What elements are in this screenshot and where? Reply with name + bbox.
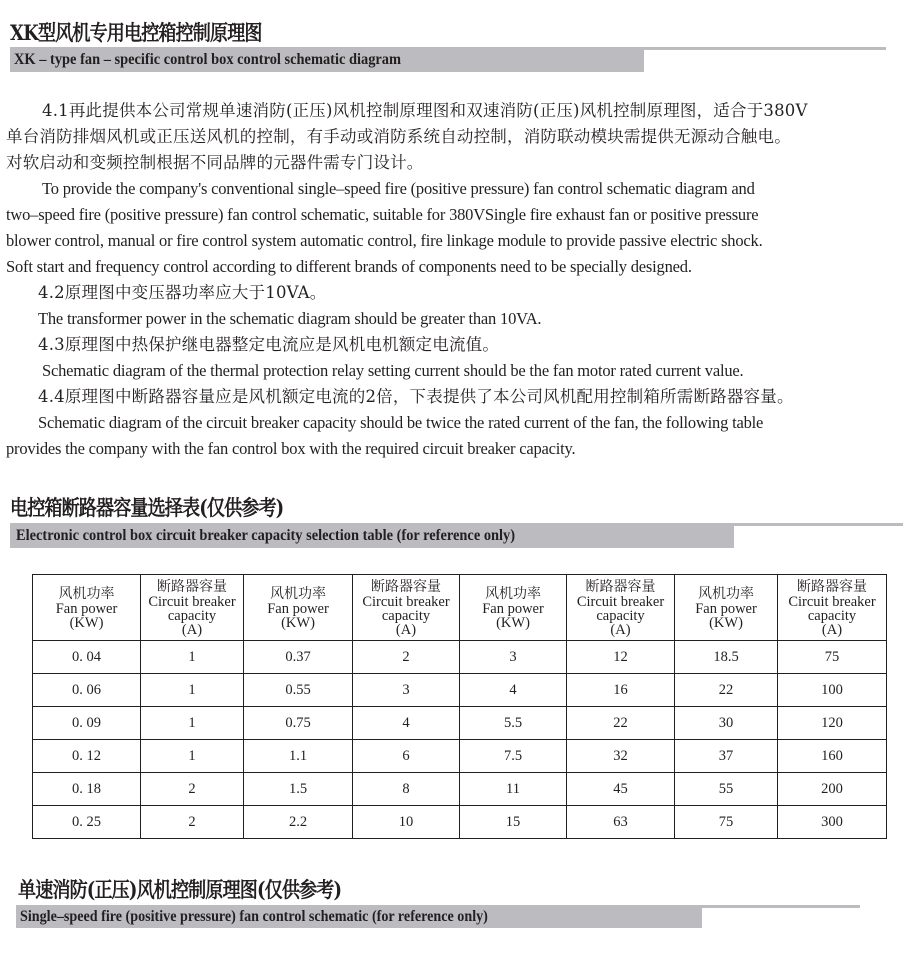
section2-title-cn: 电控箱断路器容量选择表(仅供参考) (10, 495, 284, 520)
cell-fan-power: 15 (460, 806, 567, 839)
cell-breaker: 1 (141, 641, 244, 674)
cell-breaker: 2 (141, 806, 244, 839)
note-4-1-cn-line1: 4.1再此提供本公司常规单速消防(正压)风机控制原理图和双速消防(正压)风机控制原理图，适合于380V (42, 101, 808, 120)
cell-fan-power: 4 (460, 674, 567, 707)
header-breaker-capacity: 断路器容量 Circuit breaker capacity (A) (353, 575, 460, 641)
cell-fan-power: 18.5 (675, 641, 778, 674)
header-breaker-capacity: 断路器容量 Circuit breaker capacity (A) (141, 575, 244, 641)
cell-fan-power: 0. 04 (33, 641, 141, 674)
note-4-2-en: The transformer power in the schematic diagram should be greater than 10VA. (38, 309, 542, 328)
header-fan-power: 风机功率 Fan power (KW) (675, 575, 778, 641)
section2-title-en: Electronic control box circuit breaker capacity selection table (for reference only) (16, 527, 516, 544)
cell-breaker: 32 (567, 740, 675, 773)
cell-breaker: 200 (778, 773, 887, 806)
cell-fan-power: 2.2 (244, 806, 353, 839)
cell-breaker: 22 (567, 707, 675, 740)
cell-fan-power: 0. 12 (33, 740, 141, 773)
note-4-1-cn-line2: 单台消防排烟风机或正压送风机的控制，有手动或消防系统自动控制，消防联动模块需提供无源动合触电。 (6, 127, 791, 146)
cell-fan-power: 75 (675, 806, 778, 839)
note-4-4-cn: 4.4原理图中断路器容量应是风机额定电流的2倍，下表提供了本公司风机配用控制箱所需断路器容量。 (38, 387, 794, 406)
section1-title-en: XK – type fan – specific control box control schematic diagram (14, 51, 402, 68)
cell-breaker: 6 (353, 740, 460, 773)
header-breaker-capacity: 断路器容量 Circuit breaker capacity (A) (567, 575, 675, 641)
cell-fan-power: 3 (460, 641, 567, 674)
table-row (33, 773, 887, 806)
cell-fan-power: 7.5 (460, 740, 567, 773)
cell-breaker: 1 (141, 740, 244, 773)
cell-breaker: 1 (141, 707, 244, 740)
note-4-4-en-line1: Schematic diagram of the circuit breaker capacity should be twice the rated current of the fan, the following table (38, 413, 764, 432)
cell-breaker: 2 (141, 773, 244, 806)
note-4-1-en-line2: two–speed fire (positive pressure) fan control schematic, suitable for 380VSingle fire exhaust fan or positive pressure (6, 205, 759, 224)
table-row (33, 740, 887, 773)
header-fan-power: 风机功率 Fan power (KW) (244, 575, 353, 641)
cell-breaker: 120 (778, 707, 887, 740)
cell-fan-power: 0. 09 (33, 707, 141, 740)
cell-breaker: 75 (778, 641, 887, 674)
cell-fan-power: 1.1 (244, 740, 353, 773)
cell-fan-power: 0.75 (244, 707, 353, 740)
section3-title-en: Single–speed fire (positive pressure) fan control schematic (for reference only) (20, 908, 488, 925)
table-row (33, 641, 887, 674)
cell-breaker: 10 (353, 806, 460, 839)
note-4-1-en-line1: To provide the company's conventional single–speed fire (positive pressure) fan control schematic diagram and (42, 179, 755, 198)
note-4-4-en-line2: provides the company with the fan control box with the required circuit breaker capacity. (6, 439, 576, 458)
section1-title-cn: XK型风机专用电控箱控制原理图 (10, 20, 262, 45)
cell-breaker: 1 (141, 674, 244, 707)
table-header-row (33, 575, 887, 641)
note-4-1-en-line3: blower control, manual or fire control system automatic control, fire linkage module to provide passive electric shock. (6, 231, 763, 250)
cell-fan-power: 0. 18 (33, 773, 141, 806)
note-4-3-en: Schematic diagram of the thermal protection relay setting current should be the fan motor rated current value. (42, 361, 744, 380)
note-4-2-cn: 4.2原理图中变压器功率应大于10VA。 (38, 283, 327, 302)
cell-breaker: 2 (353, 641, 460, 674)
cell-breaker: 300 (778, 806, 887, 839)
note-4-3-cn: 4.3原理图中热保护继电器整定电流应是风机电机额定电流值。 (38, 335, 500, 354)
header-fan-power: 风机功率 Fan power (KW) (33, 575, 141, 641)
header-fan-power: 风机功率 Fan power (KW) (460, 575, 567, 641)
table-row (33, 707, 887, 740)
notes-block (6, 98, 902, 462)
cell-fan-power: 30 (675, 707, 778, 740)
cell-fan-power: 1.5 (244, 773, 353, 806)
cell-fan-power: 0. 25 (33, 806, 141, 839)
note-4-1-cn-line3: 对软启动和变频控制根据不同品牌的元器件需专门设计。 (6, 153, 424, 172)
table-row (33, 674, 887, 707)
cell-fan-power: 22 (675, 674, 778, 707)
cell-breaker: 63 (567, 806, 675, 839)
header-breaker-capacity: 断路器容量 Circuit breaker capacity (A) (778, 575, 887, 641)
cell-fan-power: 0. 06 (33, 674, 141, 707)
breaker-capacity-table (32, 574, 887, 839)
cell-breaker: 3 (353, 674, 460, 707)
cell-breaker: 12 (567, 641, 675, 674)
cell-fan-power: 5.5 (460, 707, 567, 740)
cell-fan-power: 37 (675, 740, 778, 773)
cell-breaker: 45 (567, 773, 675, 806)
cell-fan-power: 0.55 (244, 674, 353, 707)
section3-title-cn: 单速消防(正压)风机控制原理图(仅供参考) (18, 877, 342, 902)
cell-breaker: 160 (778, 740, 887, 773)
cell-breaker: 100 (778, 674, 887, 707)
cell-fan-power: 55 (675, 773, 778, 806)
table-row (33, 806, 887, 839)
cell-fan-power: 11 (460, 773, 567, 806)
cell-breaker: 4 (353, 707, 460, 740)
cell-breaker: 8 (353, 773, 460, 806)
note-4-1-en-line4: Soft start and frequency control according to different brands of components need to be specially designed. (6, 257, 692, 276)
cell-fan-power: 0.37 (244, 641, 353, 674)
cell-breaker: 16 (567, 674, 675, 707)
